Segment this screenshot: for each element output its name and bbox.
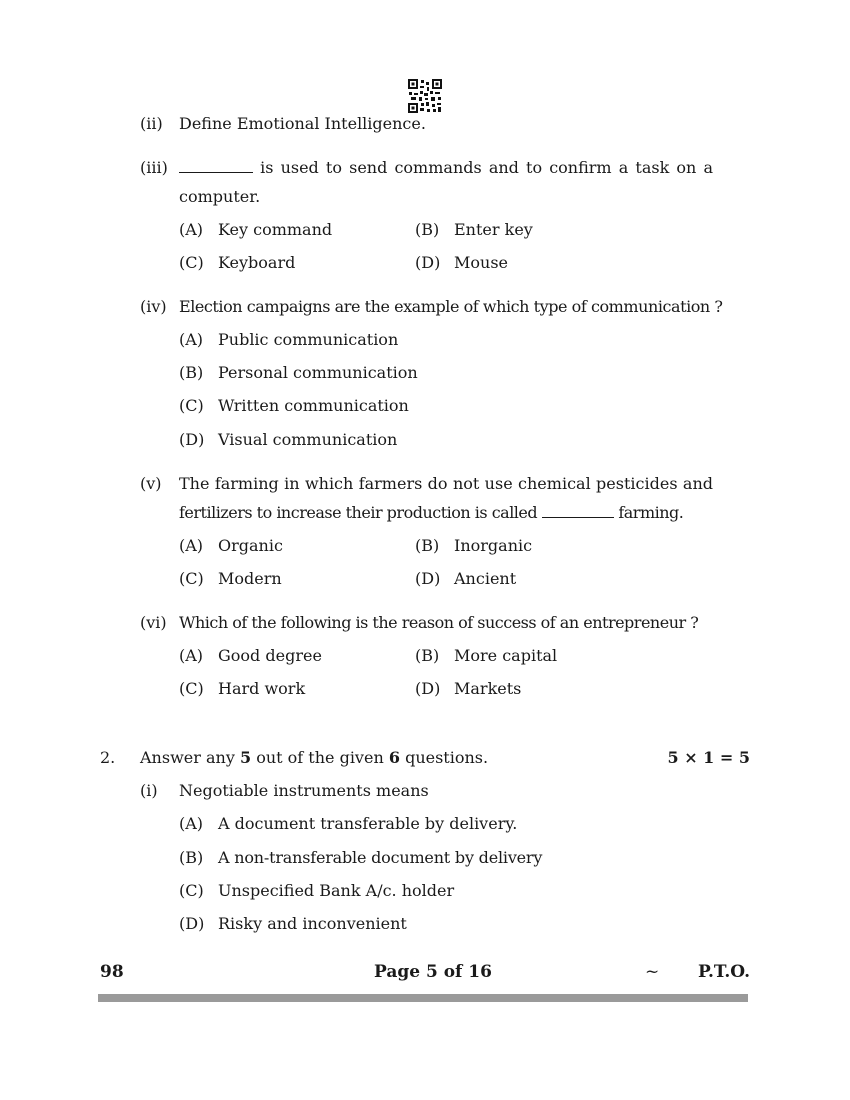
option-text: A document transferable by delivery. bbox=[218, 814, 518, 833]
pto-label: P.T.O. bbox=[698, 962, 750, 982]
option-label: (C) bbox=[179, 881, 204, 900]
q1-v-line1: The farming in which farmers do not use chemical pesticides and bbox=[179, 474, 713, 493]
option-text: Public communication bbox=[218, 330, 399, 349]
q1-vi-text: Which of the following is the reason of success of an entrepreneur ? bbox=[179, 613, 699, 632]
q1-iii-line2: computer. bbox=[179, 187, 261, 206]
option-label: (C) bbox=[179, 679, 204, 698]
option-label: (C) bbox=[179, 569, 204, 588]
tilde-mark: ~ bbox=[645, 962, 660, 982]
answer-blank bbox=[542, 516, 614, 518]
option-label: (B) bbox=[179, 848, 204, 867]
q2-text-pre: Answer any bbox=[140, 748, 235, 767]
paper-code: 98 bbox=[100, 962, 124, 982]
q2-text-post: questions. bbox=[405, 748, 489, 767]
option-label: (D) bbox=[179, 914, 205, 933]
q2-number: 2. bbox=[100, 748, 116, 767]
option-text: Keyboard bbox=[218, 253, 296, 272]
q1-v-line2-pre: fertilizers to increase their production is called bbox=[179, 503, 538, 522]
q2-instruction bbox=[140, 748, 488, 767]
q2-count: 5 bbox=[239, 748, 252, 767]
option-label: (D) bbox=[179, 430, 205, 449]
option-label: (B) bbox=[179, 363, 204, 382]
option-text: Organic bbox=[218, 536, 283, 555]
option-text: Visual communication bbox=[218, 430, 398, 449]
q1-iii-line1 bbox=[179, 158, 713, 177]
page-number: Page 5 of 16 bbox=[374, 962, 492, 982]
option-label: (C) bbox=[179, 396, 204, 415]
option-text: Risky and inconvenient bbox=[218, 914, 407, 933]
option-label: (C) bbox=[179, 253, 204, 272]
q1-ii-text: Define Emotional Intelligence. bbox=[179, 114, 426, 133]
option-label: (B) bbox=[415, 220, 440, 239]
option-text: Good degree bbox=[218, 646, 322, 665]
option-label: (B) bbox=[415, 646, 440, 665]
option-label: (A) bbox=[179, 220, 204, 239]
option-text: A non-transferable document by delivery bbox=[218, 848, 543, 867]
option-label: (D) bbox=[415, 569, 441, 588]
option-text: Markets bbox=[454, 679, 522, 698]
option-text: Inorganic bbox=[454, 536, 533, 555]
footer-rule bbox=[98, 994, 748, 1002]
q1-vi-number: (vi) bbox=[140, 613, 167, 632]
option-text: Hard work bbox=[218, 679, 306, 698]
option-text: Modern bbox=[218, 569, 282, 588]
q1-iv-number: (iv) bbox=[140, 297, 167, 316]
option-text: Ancient bbox=[454, 569, 517, 588]
answer-blank bbox=[179, 171, 253, 173]
q1-ii-number: (ii) bbox=[140, 114, 163, 133]
option-text: More capital bbox=[454, 646, 558, 665]
q2-i-number: (i) bbox=[140, 781, 158, 800]
option-text: Key command bbox=[218, 220, 333, 239]
option-label: (B) bbox=[415, 536, 440, 555]
q1-iv-text: Election campaigns are the example of which type of communication ? bbox=[179, 297, 723, 316]
option-text: Personal communication bbox=[218, 363, 418, 382]
q2-marks: 5 × 1 = 5 bbox=[667, 748, 750, 767]
option-label: (D) bbox=[415, 679, 441, 698]
option-label: (A) bbox=[179, 330, 204, 349]
option-label: (D) bbox=[415, 253, 441, 272]
q1-v-line2-post: farming. bbox=[618, 503, 684, 522]
q2-total: 6 bbox=[388, 748, 400, 767]
option-label: (A) bbox=[179, 814, 204, 833]
q1-v-number: (v) bbox=[140, 474, 162, 493]
option-text: Unspecified Bank A/c. holder bbox=[218, 881, 455, 900]
q1-iii-line1-text: is used to send commands and to confirm a task on a bbox=[260, 158, 713, 177]
qr-code-icon bbox=[408, 79, 442, 113]
option-text: Mouse bbox=[454, 253, 508, 272]
q1-v-line2 bbox=[179, 503, 683, 522]
q2-text-mid: out of the given bbox=[256, 748, 384, 767]
option-text: Enter key bbox=[454, 220, 533, 239]
option-text: Written communication bbox=[218, 396, 409, 415]
option-label: (A) bbox=[179, 646, 204, 665]
q2-i-text: Negotiable instruments means bbox=[179, 781, 429, 800]
q1-iii-number: (iii) bbox=[140, 158, 168, 177]
option-label: (A) bbox=[179, 536, 204, 555]
